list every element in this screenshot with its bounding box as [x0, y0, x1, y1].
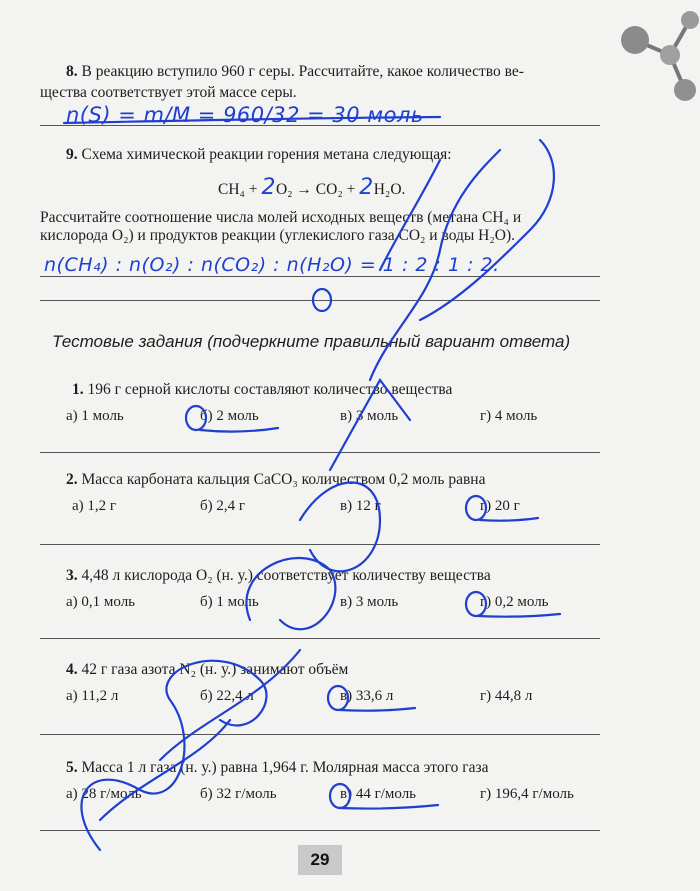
test4-option-a[interactable]: а) 11,2 л — [66, 688, 119, 704]
coefficient-o2: 2 — [261, 175, 276, 200]
test4-option-b[interactable]: б) 22,4 л — [200, 688, 254, 704]
answer-line — [40, 734, 600, 735]
molecule-icon — [610, 0, 700, 110]
test3-option-b[interactable]: б) 1 моль — [200, 594, 259, 610]
test2-option-g[interactable]: г) 20 г — [480, 498, 520, 514]
test4-option-g[interactable]: г) 44,8 л — [480, 688, 533, 704]
test3-number: 3. — [66, 567, 78, 584]
test5-number: 5. — [66, 759, 78, 776]
underline-mark — [480, 518, 538, 521]
task9-handwritten-answer: n(CH₄) : n(O₂) : n(CO₂) : n(H₂O) = 1 : 2 : 1 : 2. — [44, 254, 500, 276]
test2-option-b[interactable]: б) 2,4 г — [200, 498, 246, 514]
test4-number: 4. — [66, 661, 78, 678]
task8-handwritten-answer: n(S) = m/M = 960/32 = 30 моль — [66, 103, 424, 127]
answer-line — [40, 544, 600, 545]
equation-mid: O₂ → CO₂ + — [275, 181, 356, 198]
task9-text-1: Схема химической реакции горения метана следующая: — [81, 146, 452, 163]
test5-option-v[interactable]: в) 44 г/моль — [340, 786, 417, 802]
answer-line — [40, 300, 600, 301]
test4-text: 42 г газа азота N₂ (н. у.) занимают объём — [81, 661, 349, 678]
test2-option-a[interactable]: а) 1,2 г — [72, 498, 117, 514]
answer-line — [40, 125, 600, 126]
task8-number: 8. — [66, 63, 78, 80]
test3-option-v[interactable]: в) 3 моль — [340, 594, 399, 610]
test3-option-a[interactable]: а) 0,1 моль — [66, 594, 136, 610]
task8-line1 — [66, 62, 524, 82]
underline-mark — [340, 805, 438, 809]
test1-number: 1. — [72, 381, 84, 398]
test1-option-v[interactable]: в) 3 моль — [340, 408, 399, 424]
page-number: 29 — [298, 845, 342, 875]
answer-line — [40, 830, 600, 831]
equation-left: CH₄ + — [218, 181, 258, 198]
test3-question — [66, 566, 491, 586]
test3-option-g[interactable]: г) 0,2 моль — [480, 594, 549, 610]
equation-right: H₂O. — [373, 181, 406, 198]
answer-line — [40, 276, 600, 277]
section-title: Тестовые задания (подчеркните правильный вариант ответа) — [52, 332, 571, 351]
test4-question — [66, 660, 348, 680]
task9-number: 9. — [66, 146, 78, 163]
task9-line2: Рассчитайте соотношение числа молей исходных веществ (метана CH₄ и — [40, 209, 522, 226]
test1-option-b[interactable]: б) 2 моль — [200, 408, 259, 424]
answer-line — [40, 638, 600, 639]
task9-equation — [218, 175, 406, 200]
test3-text: 4,48 л кислорода O₂ (н. у.) соответствует количеству вещества — [81, 567, 491, 584]
test5-option-b[interactable]: б) 32 г/моль — [200, 786, 277, 802]
test1-question — [72, 380, 452, 400]
test5-text: Масса 1 л газа (н. у.) равна 1,964 г. Молярная масса этого газа — [81, 759, 489, 776]
task8-line2: щества соответствует этой массе серы. — [40, 84, 297, 101]
test2-option-v[interactable]: в) 12 г — [340, 498, 381, 514]
task8-text-1: В реакцию вступило 960 г серы. Рассчитайте, какое количество ве- — [81, 63, 524, 80]
answer-line — [40, 452, 600, 453]
task9-line3: кислорода O₂) и продуктов реакции (углекислого газа CO₂ и воды H₂O). — [40, 227, 515, 244]
test1-option-g[interactable]: г) 4 моль — [480, 408, 538, 424]
underline-mark — [200, 428, 278, 432]
test2-number: 2. — [66, 471, 78, 488]
test5-option-a[interactable]: а) 28 г/моль — [66, 786, 142, 802]
coefficient-h2o: 2 — [359, 175, 374, 200]
test1-option-a[interactable]: а) 1 моль — [66, 408, 124, 424]
underline-mark — [478, 614, 560, 617]
test5-option-g[interactable]: г) 196,4 г/моль — [480, 786, 574, 802]
test1-text: 196 г серной кислоты составляют количество вещества — [87, 381, 453, 398]
task9-line1 — [66, 145, 452, 165]
test5-question — [66, 758, 488, 778]
test2-question — [66, 470, 485, 490]
test2-text: Масса карбоната кальция CaCO₃ количеством 0,2 моль равна — [81, 471, 486, 488]
underline-mark — [340, 708, 415, 711]
test4-option-v[interactable]: в) 33,6 л — [340, 688, 394, 704]
